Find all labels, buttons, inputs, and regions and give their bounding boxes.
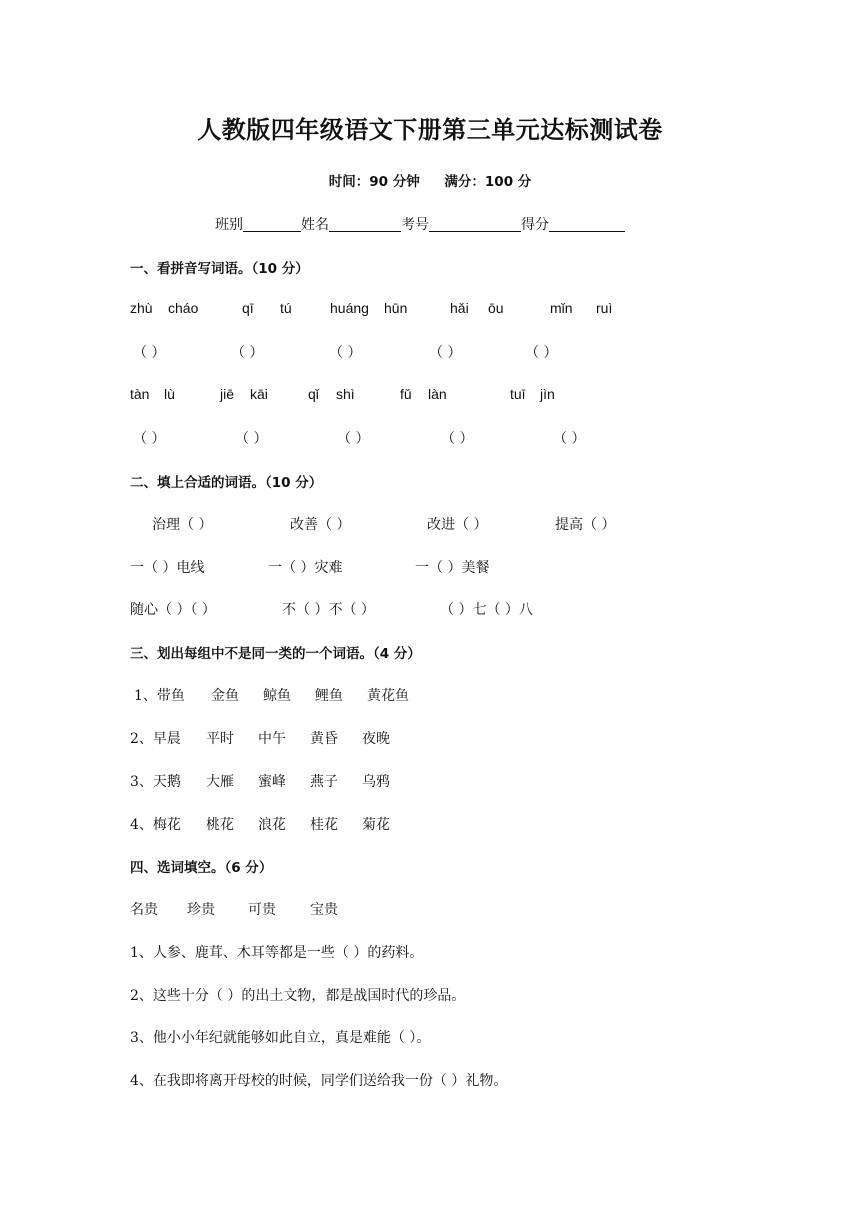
full-score: 满分：100 分 xyxy=(444,174,532,190)
question-3[interactable]: 3、他小小年纪就能够如此自立，真是难能（ ）。 xyxy=(130,1030,431,1046)
answer-bracket[interactable]: （ ） xyxy=(553,431,586,447)
word-option[interactable]: 黄花鱼 xyxy=(367,688,409,704)
number-label: 考号 xyxy=(401,217,429,233)
pinyin: mǐn xyxy=(550,300,573,316)
pinyin-row-1 xyxy=(130,300,626,316)
pinyin: shì xyxy=(336,386,355,402)
word-option[interactable]: 中午 xyxy=(258,731,286,747)
word-choice: 宝贵 xyxy=(310,902,338,918)
word-option[interactable]: 桂花 xyxy=(310,817,338,833)
pinyin: qī xyxy=(242,300,254,316)
word-option[interactable]: 乌鸦 xyxy=(362,774,390,790)
pinyin: tuī xyxy=(510,386,526,402)
pinyin: làn xyxy=(428,386,447,402)
class-blank[interactable] xyxy=(243,217,301,232)
answer-bracket[interactable]: （ ） xyxy=(133,345,166,361)
fill-item[interactable]: 随心（ ）（ ） xyxy=(130,602,216,618)
pinyin: hūn xyxy=(384,300,408,316)
answer-bracket[interactable]: （ ） xyxy=(441,431,474,447)
pinyin: ōu xyxy=(488,300,504,316)
class-label: 班别 xyxy=(215,217,243,233)
fill-item[interactable]: 一（ ）美餐 xyxy=(415,560,490,576)
word-option[interactable]: 夜晚 xyxy=(362,731,390,747)
pinyin: qǐ xyxy=(308,386,319,402)
section-1-heading: 一、看拼音写词语。（10 分） xyxy=(130,261,309,277)
word-option[interactable]: 鲸鱼 xyxy=(263,688,291,704)
word-option[interactable]: 浪花 xyxy=(258,817,286,833)
name-blank[interactable] xyxy=(329,217,401,232)
pinyin: tàn xyxy=(130,386,150,402)
fill-item[interactable]: （ ）七（ ）八 xyxy=(440,602,533,618)
answer-brackets-row-1 xyxy=(133,342,605,362)
name-label: 姓名 xyxy=(301,217,329,233)
page-title: 人教版四年级语文下册第三单元达标测试卷 xyxy=(197,116,663,144)
word-option[interactable]: 4、梅花 xyxy=(130,817,181,833)
pinyin: lù xyxy=(164,386,175,402)
answer-bracket[interactable]: （ ） xyxy=(525,345,558,361)
word-option[interactable]: 黄昏 xyxy=(310,731,338,747)
pinyin: jiē xyxy=(220,386,235,402)
section-2-heading: 二、填上合适的词语。（10 分） xyxy=(130,475,323,491)
fill-item[interactable]: 不（ ）不（ ） xyxy=(282,602,375,618)
section-3-heading: 三、划出每组中不是同一类的一个词语。（4 分） xyxy=(130,646,421,662)
word-option[interactable]: 蜜峰 xyxy=(258,774,286,790)
pinyin: fǔ xyxy=(400,386,412,402)
pinyin: tú xyxy=(280,300,292,316)
question-4[interactable]: 4、在我即将离开母校的时候，同学们送给我一份（ ）礼物。 xyxy=(130,1073,508,1089)
word-option[interactable]: 金鱼 xyxy=(211,688,239,704)
pinyin: zhù xyxy=(130,300,153,316)
time-limit: 时间：90 分钟 xyxy=(328,174,420,190)
word-choice: 珍贵 xyxy=(187,902,215,918)
score-blank[interactable] xyxy=(549,217,625,232)
answer-bracket[interactable]: （ ） xyxy=(337,431,370,447)
fill-item[interactable]: 改善（ ） xyxy=(290,517,351,533)
word-group-3 xyxy=(130,771,402,791)
fill-item[interactable]: 治理（ ） xyxy=(152,517,213,533)
fill-row-1 xyxy=(152,514,655,534)
question-2[interactable]: 2、这些十分（ ）的出土文物，都是战国时代的珍品。 xyxy=(130,988,466,1004)
word-option[interactable]: 菊花 xyxy=(362,817,390,833)
answer-bracket[interactable]: （ ） xyxy=(133,431,166,447)
fill-row-2 xyxy=(130,557,525,577)
answer-bracket[interactable]: （ ） xyxy=(231,345,264,361)
word-option[interactable]: 燕子 xyxy=(310,774,338,790)
question-1[interactable]: 1、人参、鹿茸、木耳等都是一些（ ）的药料。 xyxy=(130,945,424,961)
fill-item[interactable]: 一（ ）电线 xyxy=(130,560,205,576)
word-group-1 xyxy=(134,685,427,705)
word-option[interactable]: 桃花 xyxy=(206,817,234,833)
fill-row-3 xyxy=(130,599,570,619)
number-blank[interactable] xyxy=(429,217,521,232)
answer-brackets-row-2 xyxy=(133,428,633,448)
word-choice: 可贵 xyxy=(248,902,276,918)
score-label: 得分 xyxy=(521,217,549,233)
word-option[interactable]: 3、天鹅 xyxy=(130,774,181,790)
pinyin-row-2 xyxy=(130,386,570,402)
pinyin: huáng xyxy=(330,300,369,316)
fill-item[interactable]: 改进（ ） xyxy=(427,517,488,533)
word-option[interactable]: 2、早晨 xyxy=(130,731,181,747)
fill-item[interactable]: 提高（ ） xyxy=(555,517,616,533)
pinyin: jìn xyxy=(540,386,555,402)
section-4-heading: 四、选词填空。（6 分） xyxy=(130,860,273,876)
pinyin: cháo xyxy=(168,300,199,316)
word-group-2 xyxy=(130,728,402,748)
pinyin: ruì xyxy=(596,300,613,316)
word-option[interactable]: 大雁 xyxy=(206,774,234,790)
answer-bracket[interactable]: （ ） xyxy=(329,345,362,361)
student-info-row xyxy=(215,214,625,234)
word-bank xyxy=(130,899,350,919)
word-option[interactable]: 平时 xyxy=(206,731,234,747)
word-option[interactable]: 1、带鱼 xyxy=(134,688,185,704)
fill-item[interactable]: 一（ ）灾难 xyxy=(268,560,343,576)
answer-bracket[interactable]: （ ） xyxy=(235,431,268,447)
pinyin: kāi xyxy=(250,386,268,402)
word-group-4 xyxy=(130,814,402,834)
pinyin: hǎi xyxy=(450,300,469,316)
answer-bracket[interactable]: （ ） xyxy=(429,345,462,361)
exam-meta xyxy=(0,170,860,190)
word-choice: 名贵 xyxy=(130,902,158,918)
word-option[interactable]: 鲤鱼 xyxy=(315,688,343,704)
